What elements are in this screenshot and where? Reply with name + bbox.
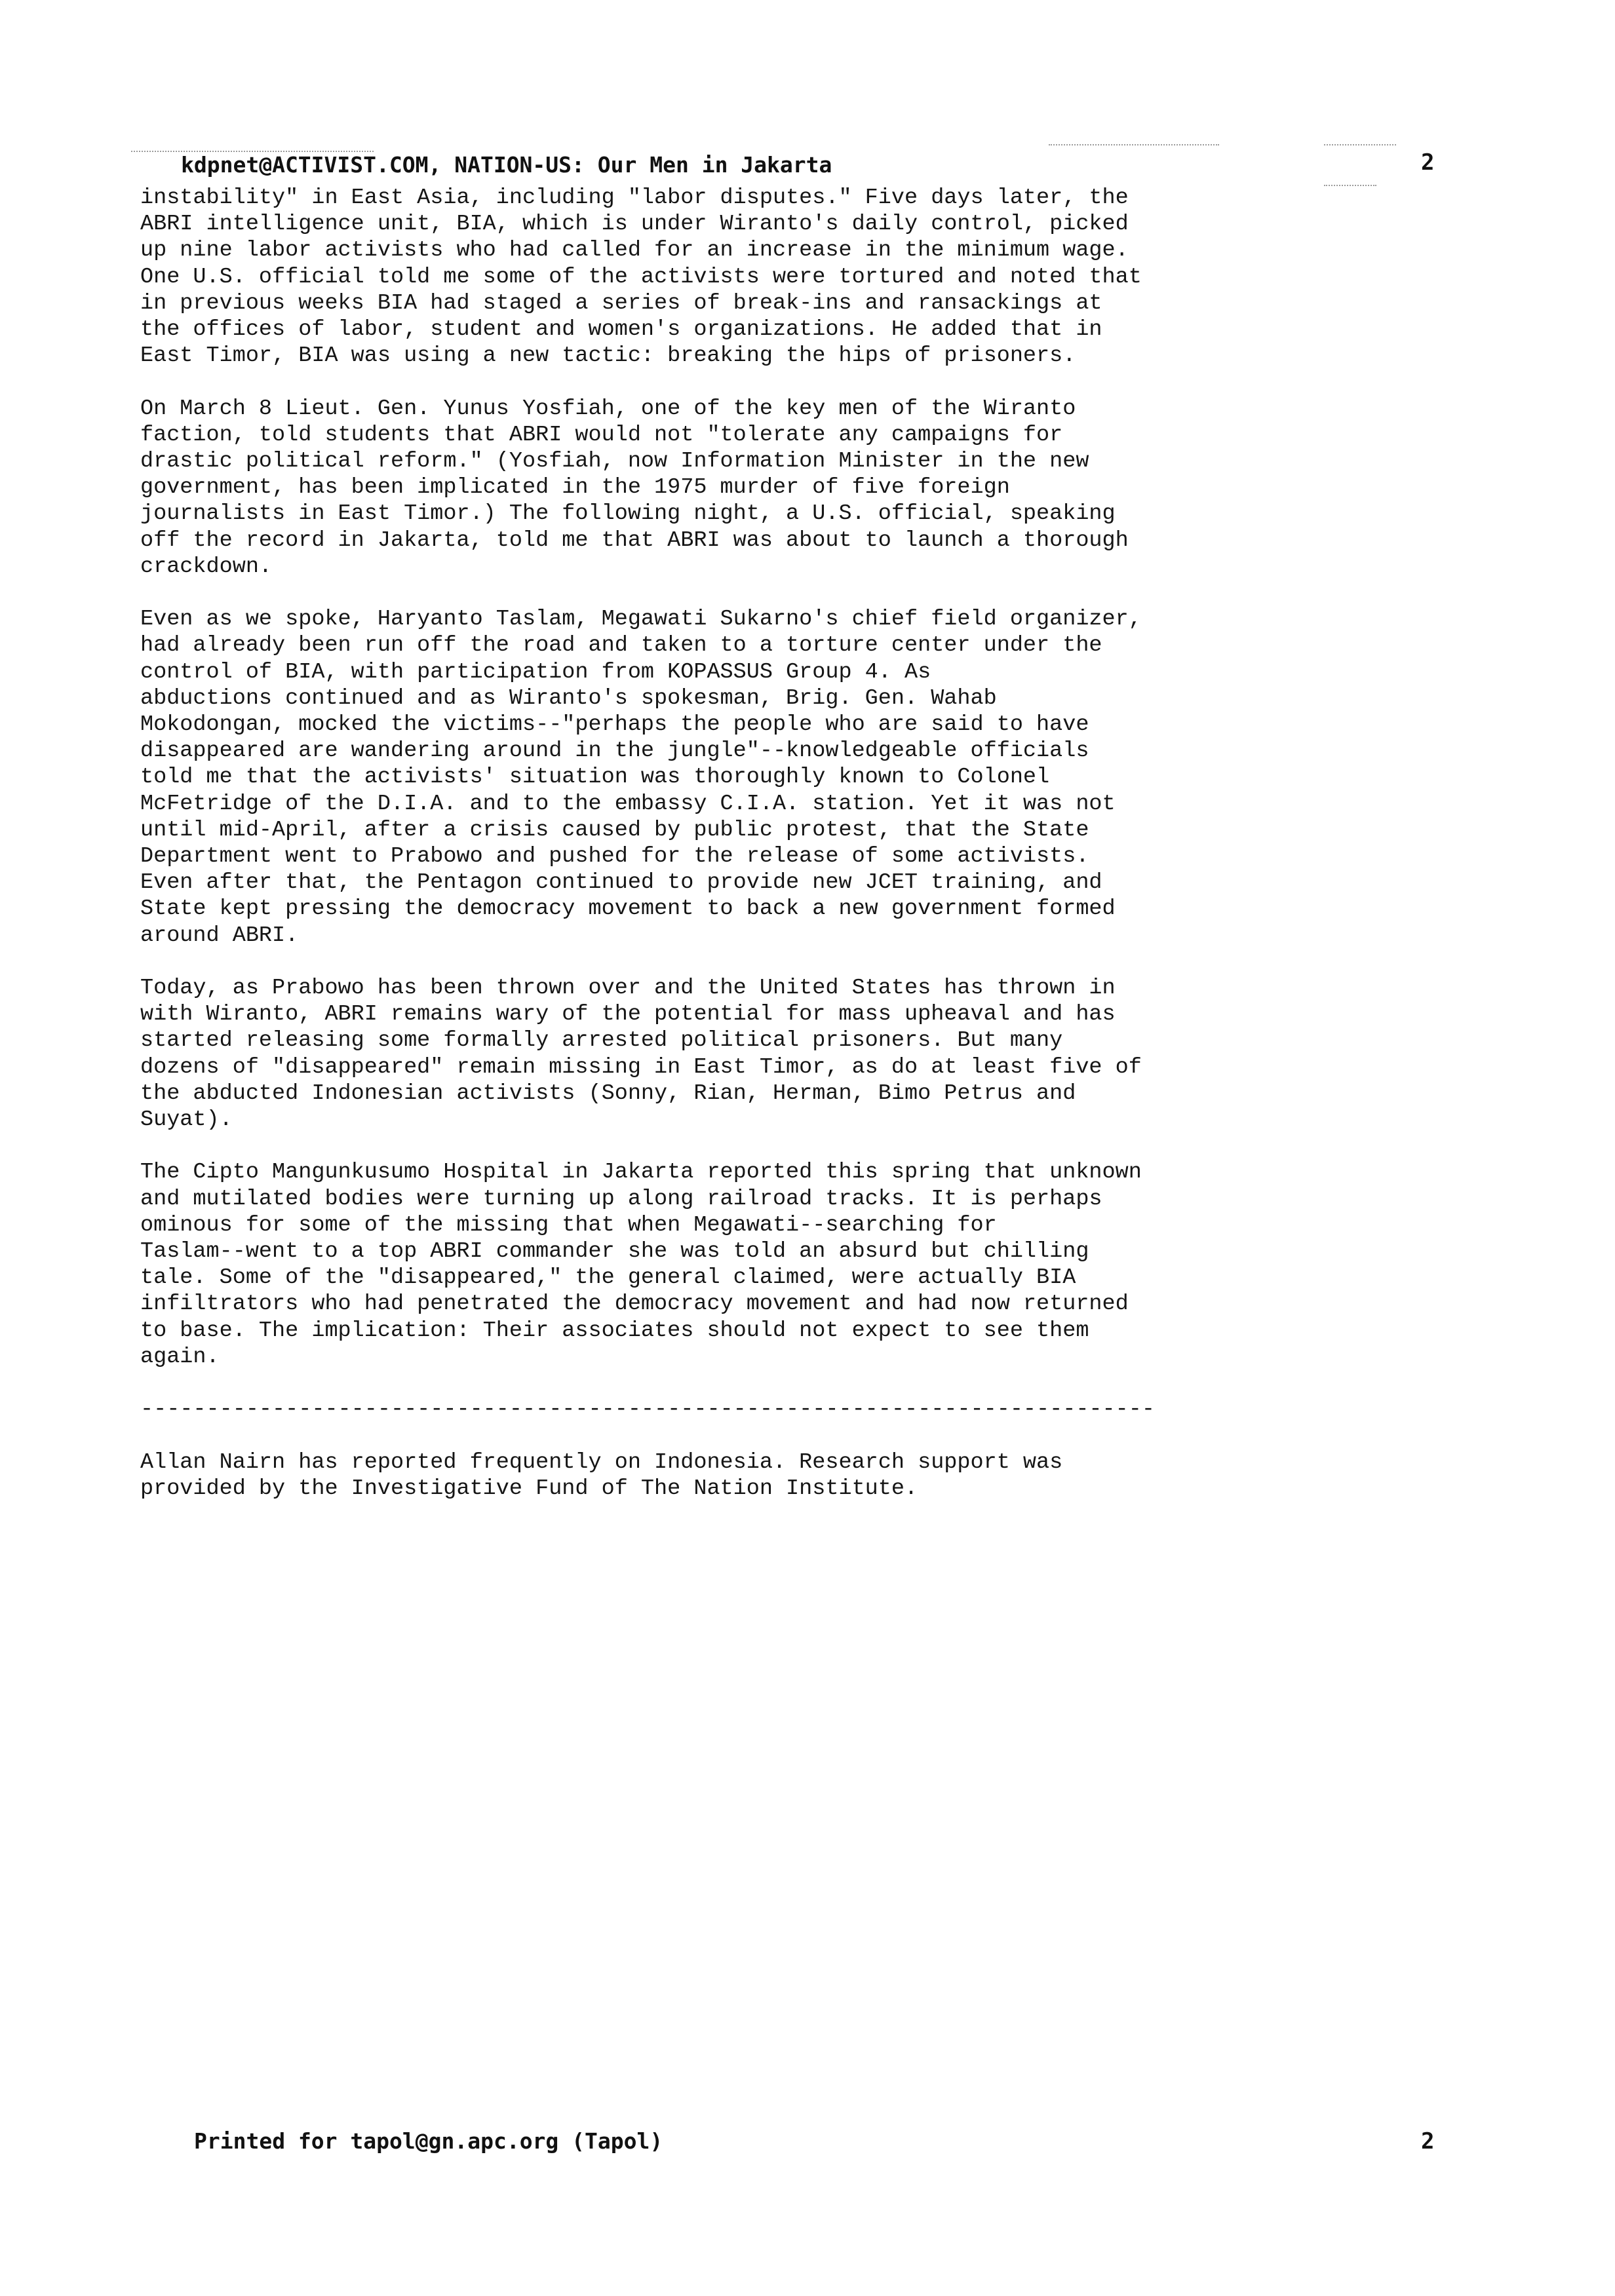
paragraph-3: Even as we spoke, Haryanto Taslam, Megawati Sukarno's chief field organizer, had already been run off the road and taken to a torture center under the control of BIA, with participation from KOPASSUS Group 4. As abductions continued and as Wiranto's spokesman, Brig. Gen. Wahab Mokodongan, mocked the victims--"perhaps the people who are said to have disappeared are wandering around in the jungle"--knowledgeable officials told me that the activists' situation was thoroughly known to Colonel McFetridge of the D.I.A. and to the embassy C.I.A. station. Yet it was not until mid-April, after a crisis caused by public protest, that the State Department went to Prabowo and pushed for the release of some activists. Even after that, the Pentagon continued to provide new JCET training, and State kept pressing the democracy movement to back a new government formed around ABRI. xyxy=(140,607,1142,948)
paragraph-1: instability" in East Asia, including "labor disputes." Five days later, the ABRI intelligence unit, BIA, which is under Wiranto's daily control, picked up nine labor activists who had called for an increase in the minimum wage. One U.S. official told me some of the activists were tortured and noted that in previous weeks BIA had staged a series of break-ins and ransackings at the offices of labor, student and women's organizations. He added that in East Timor, BIA was using a new tactic: breaking the hips of prisoners. xyxy=(140,185,1142,369)
header-page-number: 2 xyxy=(1421,149,1435,176)
paragraph-4: Today, as Prabowo has been thrown over and the United States has thrown in with Wiranto, ABRI remains wary of the potential for mass upheaval and has started releasing some formally arrested political prisoners. But many dozens of "disappeared" remain missing in East Timor, as do at least five of the abducted Indonesian activists (Sonny, Rian, Herman, Bimo Petrus and Suyat). xyxy=(140,976,1142,1133)
scan-artifact xyxy=(1049,144,1219,145)
section-divider: ----------------------------------------------------------------------------- xyxy=(140,1397,1155,1423)
article-body xyxy=(140,185,1320,1528)
footer-printed-for: Printed for tapol@gn.apc.org (Tapol) xyxy=(194,2128,663,2154)
paragraph-5: The Cipto Mangunkusumo Hospital in Jakarta reported this spring that unknown and mutilated bodies were turning up along railroad tracks. It is perhaps ominous for some of the missing that when Megawati--searching for Taslam--went to a top ABRI commander she was told an absurd but chilling tale. Some of the "disappeared," the general claimed, were actually BIA infiltrators who had penetrated the democracy movement and had now returned to base. The implication: Their associates should not expect to see them again. xyxy=(140,1160,1142,1369)
header-title: kdpnet@ACTIVIST.COM, NATION-US: Our Men in Jakarta xyxy=(181,152,832,178)
scan-artifact xyxy=(1324,185,1376,186)
footer-page-number: 2 xyxy=(1421,2128,1435,2154)
paragraph-2: On March 8 Lieut. Gen. Yunus Yosfiah, one of the key men of the Wiranto faction, told students that ABRI would not "tolerate any campaigns for drastic political reform." (Yosfiah, now Information Minister in the new government, has been implicated in the 1975 murder of five foreign journalists in East Timor.) The following night, a U.S. official, speaking off the record in Jakarta, told me that ABRI was about to launch a thorough crackdown. xyxy=(140,396,1129,579)
scan-artifact xyxy=(1324,144,1396,145)
author-credit: Allan Nairn has reported frequently on Indonesia. Research support was provided by the Investigative Fund of The Nation Institute. xyxy=(140,1449,1063,1501)
